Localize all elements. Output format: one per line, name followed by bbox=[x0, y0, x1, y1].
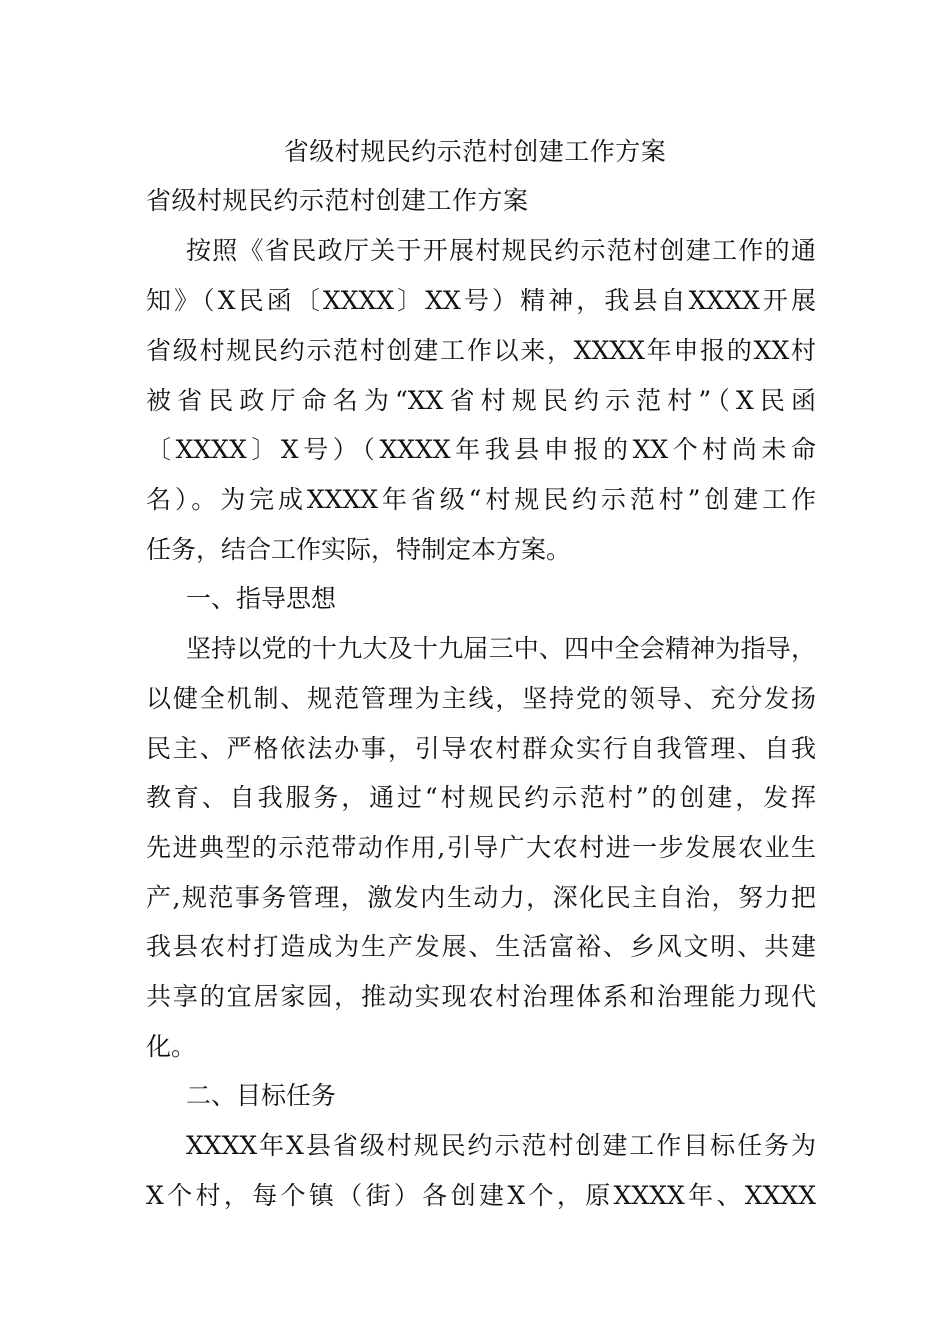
paragraph-line: 共享的宜居家园，推动实现农村治理体系和治理能力现代 bbox=[146, 982, 816, 1011]
section-heading-guiding-ideology: 一、指导思想 bbox=[186, 584, 337, 613]
paragraph-line: 我县农村打造成为生产发展、生活富裕、乡风文明、共建 bbox=[146, 932, 816, 961]
paragraph-line: 任务，结合工作实际，特制定本方案。 bbox=[146, 535, 572, 564]
paragraph-line: 民主、严格依法办事，引导农村群众实行自我管理、自我 bbox=[146, 734, 816, 763]
paragraph-line: 知》（X民函〔XXXX〕XX号）精神，我县自XXXX开展 bbox=[146, 286, 816, 315]
paragraph-line: 教育、自我服务，通过“村规民约示范村”的创建，发挥 bbox=[146, 783, 816, 812]
paragraph-line: 省级村规民约示范村创建工作以来，XXXX年申报的XX村 bbox=[146, 336, 816, 365]
document-subtitle: 省级村规民约示范村创建工作方案 bbox=[146, 186, 529, 215]
section-heading-objectives: 二、目标任务 bbox=[186, 1081, 337, 1110]
paragraph-line: X个村，每个镇（街）各创建X个，原XXXX年、XXXX bbox=[146, 1181, 816, 1210]
paragraph-line: 被省民政厅命名为“XX省村规民约示范村”（X民函 bbox=[146, 386, 816, 415]
paragraph-line: 先进典型的示范带动作用,引导广大农村进一步发展农业生 bbox=[146, 833, 816, 862]
paragraph-line: XXXX年X县省级村规民约示范村创建工作目标任务为 bbox=[186, 1131, 816, 1160]
paragraph-line: 以健全机制、规范管理为主线，坚持党的领导、充分发扬 bbox=[146, 684, 816, 713]
paragraph-line: 〔XXXX〕X号）（XXXX年我县申报的XX个村尚未命 bbox=[146, 435, 816, 464]
paragraph-line: 名）。为完成XXXX年省级“村规民约示范村”创建工作 bbox=[146, 485, 816, 514]
document-title: 省级村规民约示范村创建工作方案 bbox=[283, 137, 667, 166]
paragraph-line: 产,规范事务管理，激发内生动力，深化民主自治，努力把 bbox=[146, 883, 816, 912]
paragraph-line: 化。 bbox=[146, 1032, 197, 1061]
paragraph-line: 坚持以党的十九大及十九届三中、四中全会精神为指导， bbox=[186, 634, 816, 663]
paragraph-line: 按照《省民政厅关于开展村规民约示范村创建工作的通 bbox=[186, 236, 816, 265]
